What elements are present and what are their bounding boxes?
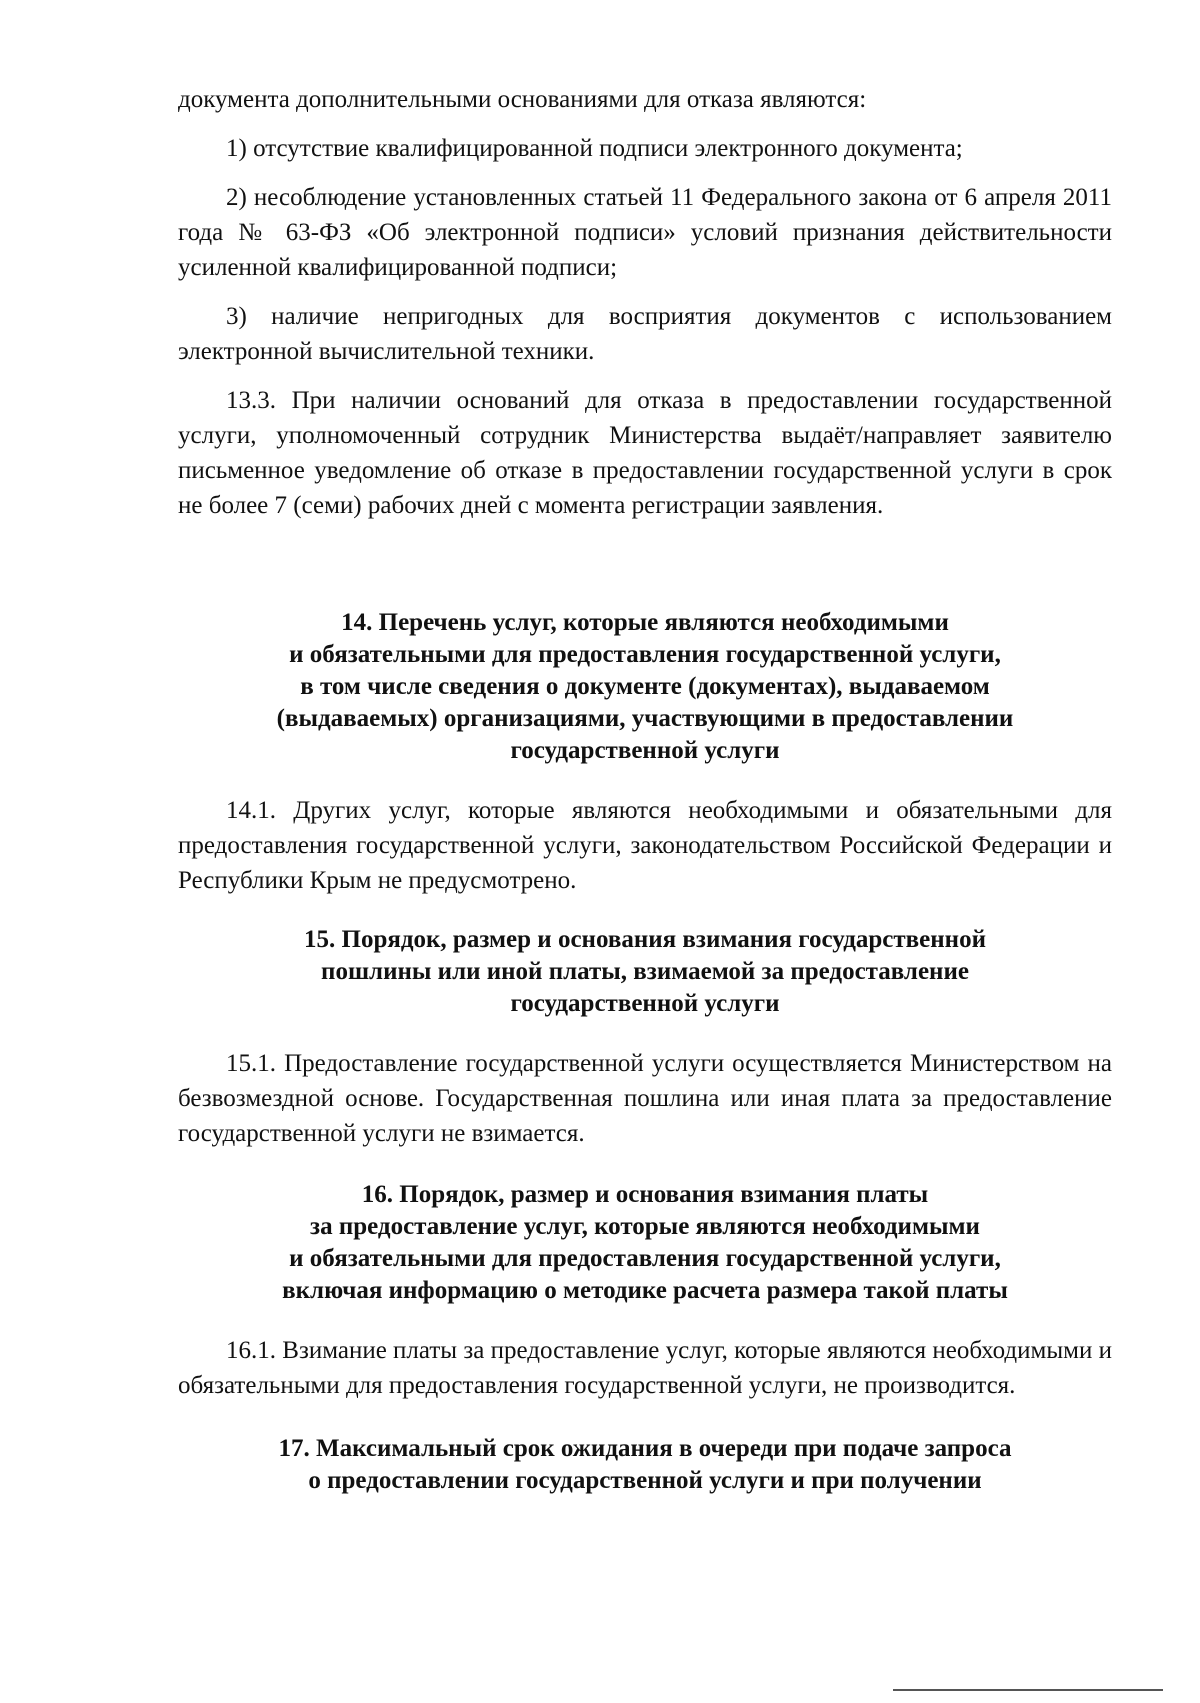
paragraph-14-1: 14.1. Других услуг, которые являются необходимыми и обязательными для предоставления государственной услуги, законодательством Российской Федерации и Республики Крым не предусмотрено. (178, 797, 1112, 894)
paragraph-15-1: 15.1. Предоставление государственной услуги осуществляется Министерством на безвозмездной основе. Государственная пошлина или иная плата за предоставление государственной услуги не взимается. (178, 1050, 1112, 1147)
heading-line: 14. Перечень услуг, которые являются необходимыми (341, 609, 949, 636)
paragraph-13-3: 13.3. При наличии оснований для отказа в предоставлении государственной услуги, уполномоченный сотрудник Министерства выдаёт/направляет заявителю письменное уведомление об отказе в предоставлении государственной услуги в срок не более 7 (семи) рабочих дней с момента регистрации заявления. (178, 387, 1112, 519)
heading-line: и обязательными для предоставления государственной услуги, (289, 1245, 1001, 1272)
bottom-edge-line (893, 1689, 1163, 1691)
heading-section-14 (178, 607, 1112, 767)
heading-section-17 (178, 1433, 1112, 1497)
heading-section-16 (178, 1179, 1112, 1307)
heading-line: пошлины или иной платы, взимаемой за предоставление (321, 958, 969, 985)
heading-line: государственной услуги (510, 737, 780, 764)
list-item-3: 3) наличие непригодных для восприятия документов с использованием электронной вычислительной техники. (178, 303, 1112, 365)
heading-line: (выдаваемых) организациями, участвующими в предоставлении (276, 705, 1014, 732)
heading-line: включая информацию о методике расчета размера такой платы (282, 1277, 1008, 1304)
heading-line: 15. Порядок, размер и основания взимания государственной (304, 926, 986, 953)
list-item-1: 1) отсутствие квалифицированной подписи электронного документа; (226, 135, 963, 162)
heading-line: о предоставлении государственной услуги и при получении (308, 1467, 982, 1494)
heading-line: государственной услуги (510, 990, 780, 1017)
paragraph-16-1: 16.1. Взимание платы за предоставление услуг, которые являются необходимыми и обязательными для предоставления государственной услуги, не производится. (178, 1337, 1112, 1399)
intro-paragraph: документа дополнительными основаниями для отказа являются: (178, 86, 867, 113)
list-item-2: 2) несоблюдение установленных статьей 11 Федерального закона от 6 апреля 2011 года № 63-ФЗ «Об электронной подписи» условий признания действительности усиленной квалифицированной подписи; (178, 184, 1112, 281)
heading-line: в том числе сведения о документе (документах), выдаваемом (300, 673, 990, 700)
heading-line: 16. Порядок, размер и основания взимания платы (361, 1181, 929, 1208)
heading-line: 17. Максимальный срок ожидания в очереди при подаче запроса (278, 1435, 1012, 1462)
heading-section-15 (178, 924, 1112, 1020)
heading-line: за предоставление услуг, которые являются необходимыми (310, 1213, 980, 1240)
heading-line: и обязательными для предоставления государственной услуги, (289, 641, 1001, 668)
